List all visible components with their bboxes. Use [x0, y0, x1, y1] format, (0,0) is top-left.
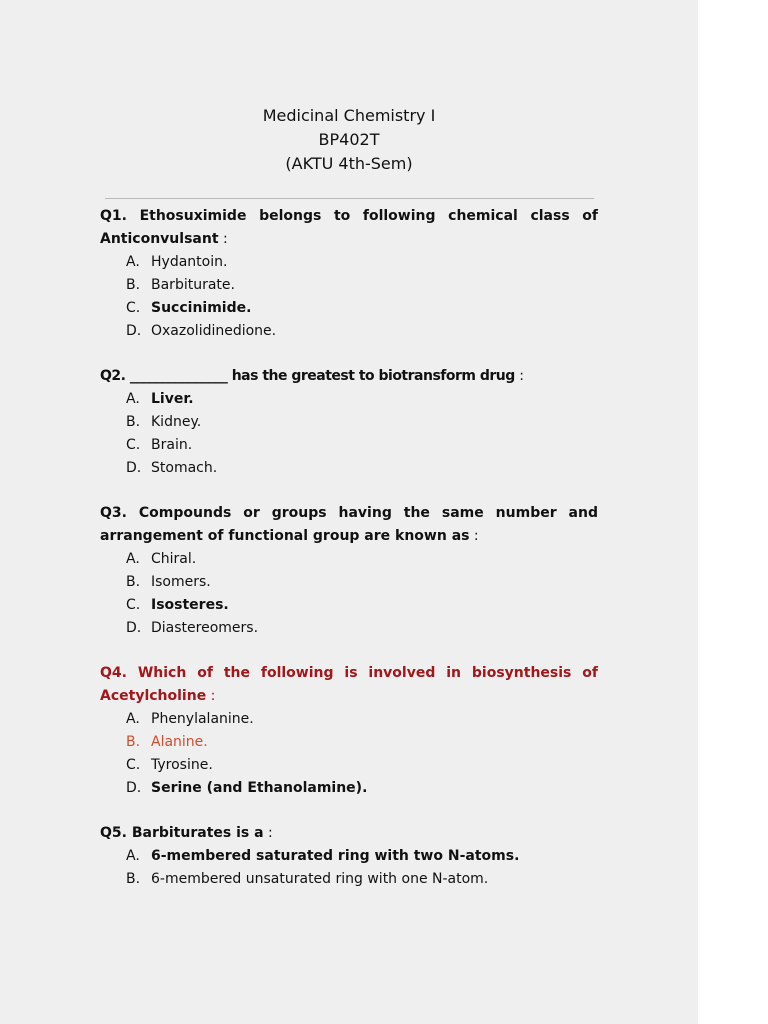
document-header [100, 104, 598, 176]
option-text: Stomach. [151, 460, 218, 476]
option-letter: B. [126, 871, 141, 887]
option-list [100, 388, 598, 480]
question-list [100, 205, 598, 913]
option-letter: B. [126, 277, 141, 293]
question-3 [100, 502, 598, 640]
option-a [126, 251, 598, 274]
question-stem [100, 205, 598, 251]
option-d [126, 320, 598, 343]
option-letter: D. [126, 460, 142, 476]
option-text: Kidney. [151, 414, 202, 430]
option-list [100, 845, 598, 891]
option-d [126, 617, 598, 640]
option-b-highlighted [126, 731, 598, 754]
question-1 [100, 205, 598, 343]
option-b [126, 411, 598, 434]
document-title: Medicinal Chemistry I [262, 106, 436, 125]
option-d [126, 457, 598, 480]
question-colon: : [263, 825, 273, 841]
option-letter: A. [126, 254, 140, 270]
question-text: Q1. Ethosuximide belongs to following chemical class of Anticonvulsant [100, 208, 598, 247]
option-list [100, 708, 598, 800]
option-text: Tyrosine. [151, 757, 213, 773]
option-text: 6-membered unsaturated ring with one N-atom. [151, 871, 489, 887]
option-letter: A. [126, 848, 140, 864]
option-letter: B. [126, 574, 141, 590]
question-colon: : [218, 231, 228, 247]
question-colon: : [469, 528, 479, 544]
option-letter: D. [126, 323, 142, 339]
option-c-correct [126, 594, 598, 617]
option-letter: D. [126, 620, 142, 636]
question-text: Q3. Compounds or groups having the same number and arrangement of functional group are known as [100, 505, 598, 544]
option-text: Isosteres. [151, 597, 229, 613]
question-2 [100, 365, 598, 480]
option-list [100, 251, 598, 343]
option-text: Isomers. [151, 574, 211, 590]
option-c [126, 434, 598, 457]
question-text: Q4. Which of the following is involved in biosynthesis of Acetylcholine [100, 665, 598, 704]
option-text: Serine (and Ethanolamine). [151, 780, 368, 796]
option-letter: C. [126, 437, 141, 453]
option-a [126, 708, 598, 731]
question-4 [100, 662, 598, 800]
option-letter: A. [126, 711, 140, 727]
option-letter: A. [126, 391, 140, 407]
document-subtitle: (AKTU 4th-Sem) [285, 154, 413, 173]
option-c-correct [126, 297, 598, 320]
option-list [100, 548, 598, 640]
option-letter: B. [126, 734, 141, 750]
course-code: BP402T [318, 130, 380, 149]
option-text: Barbiturate. [151, 277, 235, 293]
option-text: Chiral. [151, 551, 197, 567]
option-c [126, 754, 598, 777]
option-text: Liver. [151, 391, 194, 407]
question-text: Q5. Barbiturates is a [100, 825, 264, 841]
question-stem [100, 365, 598, 388]
header-divider [105, 198, 594, 199]
option-letter: A. [126, 551, 140, 567]
question-stem [100, 822, 598, 845]
option-text: Hydantoin. [151, 254, 228, 270]
option-text: Diastereomers. [151, 620, 259, 636]
option-a [126, 548, 598, 571]
option-text: Alanine. [151, 734, 208, 750]
option-text: Succinimide. [151, 300, 252, 316]
option-letter: C. [126, 300, 141, 316]
option-a-correct [126, 845, 598, 868]
option-text: Phenylalanine. [151, 711, 254, 727]
option-text: 6-membered saturated ring with two N-atoms. [151, 848, 520, 864]
option-b [126, 571, 598, 594]
option-text: Brain. [151, 437, 193, 453]
option-a-correct [126, 388, 598, 411]
option-text: Oxazolidinedione. [151, 323, 277, 339]
question-stem [100, 502, 598, 548]
question-colon: : [514, 368, 524, 384]
question-stem [100, 662, 598, 708]
question-colon: : [206, 688, 216, 704]
option-letter: C. [126, 597, 141, 613]
question-5 [100, 822, 598, 891]
option-d-correct [126, 777, 598, 800]
option-letter: D. [126, 780, 142, 796]
option-letter: B. [126, 414, 141, 430]
question-text: Q2. _______________ has the greatest to biotransform drug [100, 368, 515, 384]
option-b [126, 868, 598, 891]
option-letter: C. [126, 757, 141, 773]
option-b [126, 274, 598, 297]
